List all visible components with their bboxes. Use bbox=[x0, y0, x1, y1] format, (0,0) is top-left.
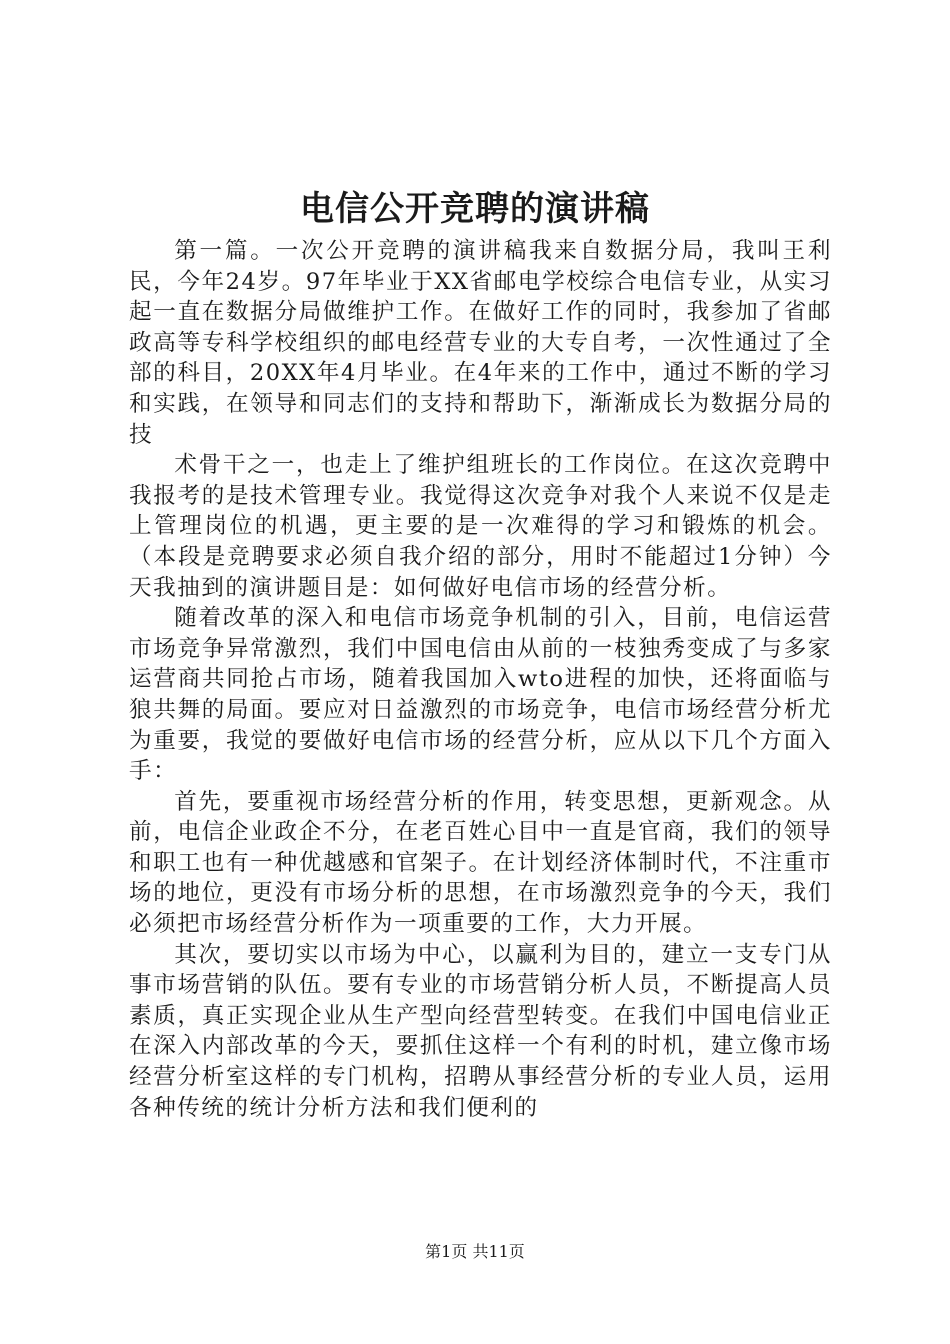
document-body bbox=[129, 236, 832, 1123]
paragraph-4: 首先，要重视市场经营分析的作用，转变思想，更新观念。从前，电信企业政企不分，在老百姓心目中一直是官商，我们的领导和职工也有一种优越感和官架子。在计划经济体制时代，不注重市场的地位，更没有市场分析的思想，在市场激烈竞争的今天，我们必须把市场经营分析作为一项重要的工作，大力开展。 bbox=[129, 788, 832, 938]
paragraph-1: 第一篇。一次公开竞聘的演讲稿我来自数据分局，我叫王利民，今年24岁。97年毕业于XX省邮电学校综合电信专业，从实习起一直在数据分局做维护工作。在做好工作的同时，我参加了省邮政高等专科学校组织的邮电经营专业的大专自考，一次性通过了全部的科目，20XX年4月毕业。在4年来的工作中，通过不断的学习和实践，在领导和同志们的支持和帮助下，渐渐成长为数据分局的技 bbox=[129, 238, 832, 448]
paragraph-3: 随着改革的深入和电信市场竞争机制的引入，目前，电信运营市场竞争异常激烈，我们中国电信由从前的一枝独秀变成了与多家运营商共同抢占市场，随着我国加入wto进程的加快，还将面临与狼共舞的局面。要应对日益激烈的市场竞争，电信市场经营分析尤为重要，我觉的要做好电信市场的经营分析，应从以下几个方面入手： bbox=[129, 605, 832, 785]
page-number-footer: 第1页 共11页 bbox=[425, 1242, 525, 1261]
paragraph-5: 其次，要切实以市场为中心，以赢利为目的，建立一支专门从事市场营销的队伍。要有专业的市场营销分析人员，不断提高人员素质，真正实现企业从生产型向经营型转变。在我们中国电信业正在深入内部改革的今天，要抓住这样一个有利的时机，建立像市场经营分析室这样的专门机构，招聘从事经营分析的专业人员，运用各种传统的统计分析方法和我们便利的 bbox=[129, 941, 832, 1121]
paragraph-2: 术骨干之一，也走上了维护组班长的工作岗位。在这次竞聘中我报考的是技术管理专业。我觉得这次竞争对我个人来说不仅是走上管理岗位的机遇，更主要的是一次难得的学习和锻炼的机会。（本段是竞聘要求必须自我介绍的部分，用时不能超过1分钟）今天我抽到的演讲题目是：如何做好电信市场的经营分析。 bbox=[129, 452, 832, 601]
document-title: 电信公开竞聘的演讲稿 bbox=[300, 189, 650, 229]
